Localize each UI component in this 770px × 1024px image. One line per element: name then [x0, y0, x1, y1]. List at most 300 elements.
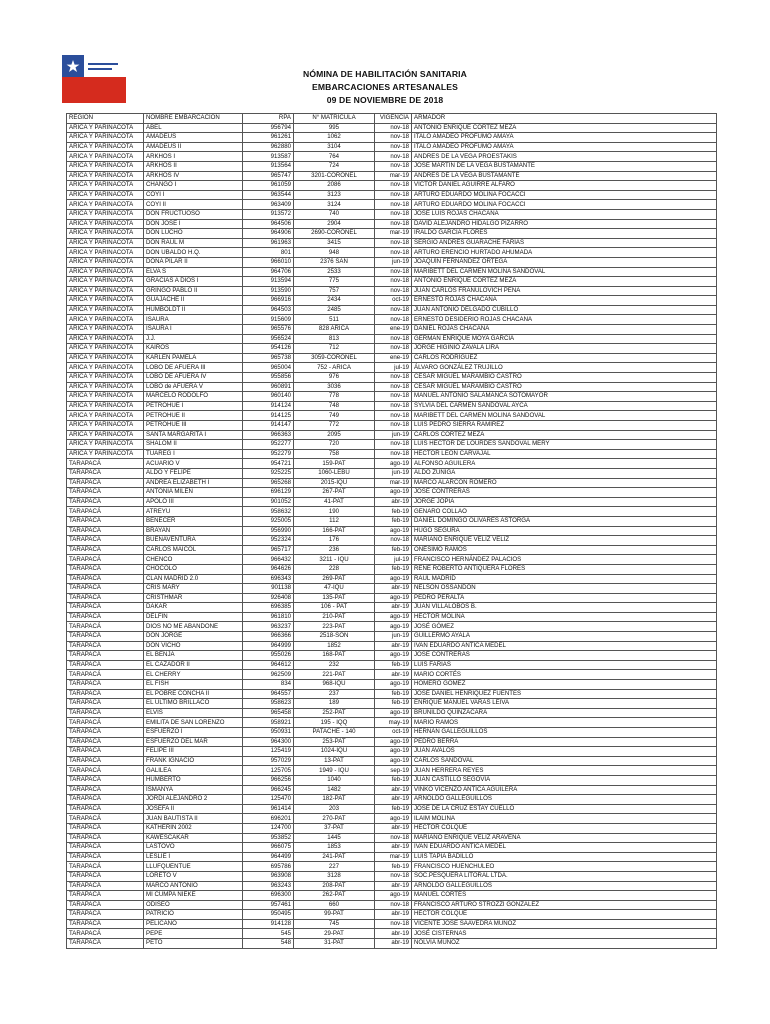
- table-row: [67, 708, 717, 718]
- table-row: [67, 795, 717, 805]
- table-row: [67, 382, 717, 392]
- cell-validity: ago-19: [375, 737, 412, 747]
- column-header-region: REGIÓN: [67, 114, 144, 124]
- cell-rpa: 966075: [243, 843, 294, 853]
- table-row: [67, 526, 717, 536]
- cell-owner: ONÉSIMO RAMOS: [412, 545, 717, 555]
- cell-region: TARAPACÁ: [67, 632, 144, 642]
- cell-owner: FRANCISCO HUENCHULEO: [412, 862, 717, 872]
- cell-validity: abr-19: [375, 641, 412, 651]
- cell-registration-number: 2376 SAN: [294, 257, 375, 267]
- cell-region: ARICA Y PARINACOTA: [67, 305, 144, 315]
- cell-owner: CARLOS RODRÍGUEZ: [412, 353, 717, 363]
- cell-rpa: 964612: [243, 660, 294, 670]
- cell-vessel-name: KAWESCAKAR: [144, 833, 243, 843]
- cell-vessel-name: EL BENJA: [144, 651, 243, 661]
- cell-owner: JOSE DE LA CRUZ ESTAY CUELLO: [412, 804, 717, 814]
- table-row: [67, 468, 717, 478]
- cell-owner: LUIS PEDRO SIERRA RAMIREZ: [412, 421, 717, 431]
- table-row: [67, 507, 717, 517]
- cell-rpa: 545: [243, 929, 294, 939]
- cell-owner: HUGO SEGURA: [412, 526, 717, 536]
- cell-validity: abr-19: [375, 603, 412, 613]
- cell-registration-number: 748: [294, 401, 375, 411]
- cell-validity: nov-18: [375, 267, 412, 277]
- cell-rpa: 548: [243, 939, 294, 949]
- table-row: [67, 161, 717, 171]
- cell-registration-number: 166-PAT: [294, 526, 375, 536]
- cell-registration-number: 720: [294, 440, 375, 450]
- document-subtitle: EMBARCACIONES ARTESANALES: [312, 82, 458, 92]
- cell-registration-number: 241-PAT: [294, 852, 375, 862]
- cell-rpa: 955856: [243, 373, 294, 383]
- cell-vessel-name: PETROHUE II: [144, 411, 243, 421]
- cell-owner: MARIBETT DEL CARMEN MOLINA SANDOVAL: [412, 411, 717, 421]
- cell-region: TARAPACÁ: [67, 584, 144, 594]
- table-row: [67, 181, 717, 191]
- cell-owner: HERNÁN GALLEGUILLOS: [412, 728, 717, 738]
- cell-validity: ago-19: [375, 747, 412, 757]
- cell-rpa: 125470: [243, 795, 294, 805]
- cell-validity: abr-19: [375, 910, 412, 920]
- cell-validity: feb-19: [375, 862, 412, 872]
- cell-region: TARAPACÁ: [67, 919, 144, 929]
- cell-rpa: 964506: [243, 219, 294, 229]
- table-row: [67, 334, 717, 344]
- cell-registration-number: 1949 - IQU: [294, 766, 375, 776]
- cell-region: TARAPACÁ: [67, 516, 144, 526]
- cell-rpa: 950495: [243, 910, 294, 920]
- cell-rpa: 963908: [243, 871, 294, 881]
- cell-owner: RAÚL MADRID: [412, 574, 717, 584]
- cell-registration-number: 1852: [294, 641, 375, 651]
- cell-rpa: 125419: [243, 747, 294, 757]
- cell-validity: nov-18: [375, 248, 412, 258]
- cell-rpa: 696300: [243, 891, 294, 901]
- cell-region: TARAPACÁ: [67, 699, 144, 709]
- cell-rpa: 964503: [243, 305, 294, 315]
- cell-region: TARAPACÁ: [67, 651, 144, 661]
- cell-registration-number: 752 - ARICA: [294, 363, 375, 373]
- cell-vessel-name: DON JORGE: [144, 632, 243, 642]
- cell-region: TARAPACÁ: [67, 823, 144, 833]
- cell-vessel-name: PEPE: [144, 929, 243, 939]
- cell-validity: ago-19: [375, 459, 412, 469]
- cell-validity: nov-18: [375, 449, 412, 459]
- cell-rpa: 965458: [243, 708, 294, 718]
- cell-registration-number: 749: [294, 411, 375, 421]
- cell-region: ARICA Y PARINACOTA: [67, 373, 144, 383]
- cell-validity: abr-19: [375, 881, 412, 891]
- cell-validity: mar-19: [375, 852, 412, 862]
- cell-registration-number: 203: [294, 804, 375, 814]
- cell-region: TARAPACÁ: [67, 593, 144, 603]
- cell-validity: feb-19: [375, 660, 412, 670]
- cell-registration-number: 511: [294, 315, 375, 325]
- cell-owner: SOC.PESQUERA LITORAL LTDA.: [412, 871, 717, 881]
- cell-rpa: 952279: [243, 449, 294, 459]
- cell-registration-number: 2518-SON: [294, 632, 375, 642]
- cell-rpa: 965738: [243, 353, 294, 363]
- cell-vessel-name: CRISTHMAR: [144, 593, 243, 603]
- cell-vessel-name: ELVA S: [144, 267, 243, 277]
- cell-rpa: 961261: [243, 133, 294, 143]
- cell-region: TARAPACÁ: [67, 756, 144, 766]
- cell-registration-number: 190: [294, 507, 375, 517]
- cell-registration-number: 976: [294, 373, 375, 383]
- cell-registration-number: 2086: [294, 181, 375, 191]
- cell-rpa: 952324: [243, 536, 294, 546]
- cell-owner: MARIO CORTÉS: [412, 670, 717, 680]
- cell-registration-number: 2533: [294, 267, 375, 277]
- table-row: [67, 775, 717, 785]
- cell-owner: ITALO AMADEO PROFUMO AMAYA: [412, 142, 717, 152]
- cell-vessel-name: ISAURA: [144, 315, 243, 325]
- cell-registration-number: 252-PAT: [294, 708, 375, 718]
- table-row: [67, 670, 717, 680]
- table-row: [67, 718, 717, 728]
- cell-region: ARICA Y PARINACOTA: [67, 277, 144, 287]
- cell-owner: GERMAN ENRIQUE MOYA GARCIA: [412, 334, 717, 344]
- table-row: [67, 440, 717, 450]
- cell-vessel-name: ESFUERZO I: [144, 728, 243, 738]
- cell-region: TARAPACÁ: [67, 871, 144, 881]
- cell-region: TARAPACÁ: [67, 785, 144, 795]
- cell-vessel-name: ARKHOS I: [144, 152, 243, 162]
- cell-vessel-name: LOBO de AFUERA V: [144, 382, 243, 392]
- cell-registration-number: 2095: [294, 430, 375, 440]
- table-row: [67, 209, 717, 219]
- cell-owner: CARLOS CORTEZ MEZA: [412, 430, 717, 440]
- table-row: [67, 622, 717, 632]
- cell-owner: NOLVIA MUÑOZ: [412, 939, 717, 949]
- table-row: [67, 277, 717, 287]
- cell-validity: nov-18: [375, 373, 412, 383]
- cell-region: ARICA Y PARINACOTA: [67, 123, 144, 133]
- table-row: [67, 229, 717, 239]
- cell-region: TARAPACÁ: [67, 478, 144, 488]
- cell-vessel-name: SHALOM II: [144, 440, 243, 450]
- cell-rpa: 695786: [243, 862, 294, 872]
- cell-validity: nov-18: [375, 382, 412, 392]
- cell-vessel-name: CRIS MARY: [144, 584, 243, 594]
- cell-rpa: 966366: [243, 632, 294, 642]
- cell-vessel-name: APOLO III: [144, 497, 243, 507]
- table-body: [67, 123, 717, 948]
- cell-validity: nov-18: [375, 277, 412, 287]
- document-title: NÓMINA DE HABILITACIÓN SANITARIA: [303, 69, 467, 79]
- cell-registration-number: 2015-IQU: [294, 478, 375, 488]
- cell-vessel-name: MI CUMPA NIEKE: [144, 891, 243, 901]
- table-row: [67, 689, 717, 699]
- cell-validity: jun-19: [375, 257, 412, 267]
- cell-rpa: 966363: [243, 430, 294, 440]
- cell-region: ARICA Y PARINACOTA: [67, 392, 144, 402]
- cell-validity: ago-19: [375, 574, 412, 584]
- cell-owner: JOSE MARTIN DE LA VEGA BUSTAMANTE: [412, 161, 717, 171]
- cell-owner: IRALDO GARCIA FLORES: [412, 229, 717, 239]
- table-row: [67, 353, 717, 363]
- cell-rpa: 961059: [243, 181, 294, 191]
- cell-validity: oct-19: [375, 728, 412, 738]
- cell-vessel-name: ESFUERZO DEL MAR: [144, 737, 243, 747]
- cell-validity: nov-18: [375, 286, 412, 296]
- cell-owner: JUAN AVALOS: [412, 747, 717, 757]
- cell-registration-number: 3415: [294, 238, 375, 248]
- table-row: [67, 267, 717, 277]
- cell-vessel-name: CLAN MADRID 2.0: [144, 574, 243, 584]
- table-row: [67, 574, 717, 584]
- cell-registration-number: 195 - IQQ: [294, 718, 375, 728]
- column-header-owner: ARMADOR: [412, 114, 717, 124]
- cell-rpa: 962509: [243, 670, 294, 680]
- cell-registration-number: 1482: [294, 785, 375, 795]
- cell-rpa: 696129: [243, 488, 294, 498]
- cell-registration-number: 189: [294, 699, 375, 709]
- cell-rpa: 914125: [243, 411, 294, 421]
- cell-vessel-name: CARLOS MAICOL: [144, 545, 243, 555]
- table-row: [67, 862, 717, 872]
- cell-validity: ago-19: [375, 708, 412, 718]
- cell-owner: GENARO COLLAO: [412, 507, 717, 517]
- cell-region: TARAPACÁ: [67, 737, 144, 747]
- cell-vessel-name: COYI II: [144, 200, 243, 210]
- cell-owner: ILAIM MOLINA: [412, 814, 717, 824]
- cell-registration-number: 237: [294, 689, 375, 699]
- table-row: [67, 814, 717, 824]
- cell-rpa: 913587: [243, 152, 294, 162]
- cell-rpa: 801: [243, 248, 294, 258]
- cell-validity: nov-18: [375, 142, 412, 152]
- cell-region: ARICA Y PARINACOTA: [67, 190, 144, 200]
- table-row: [67, 823, 717, 833]
- cell-owner: HOMERO GÓMEZ: [412, 680, 717, 690]
- cell-rpa: 834: [243, 680, 294, 690]
- cell-region: TARAPACÁ: [67, 814, 144, 824]
- table-row: [67, 804, 717, 814]
- cell-vessel-name: LOBO DE AFUERA III: [144, 363, 243, 373]
- cell-region: TARAPACÁ: [67, 468, 144, 478]
- cell-validity: nov-18: [375, 401, 412, 411]
- cell-rpa: 961810: [243, 612, 294, 622]
- cell-registration-number: 3128: [294, 871, 375, 881]
- cell-owner: VINKO VICENZO ANTICA AGUILERA: [412, 785, 717, 795]
- cell-owner: IVAN EDUARDO ANTICA MEDEL: [412, 843, 717, 853]
- table-row: [67, 651, 717, 661]
- cell-registration-number: 168-PAT: [294, 651, 375, 661]
- cell-region: TARAPACÁ: [67, 862, 144, 872]
- table-row: [67, 910, 717, 920]
- table-row: [67, 171, 717, 181]
- cell-owner: RENE ROBERTO ANTIQUERA FLORES: [412, 564, 717, 574]
- table-row: [67, 737, 717, 747]
- cell-owner: JOSÉ DANIEL HENRIQUEZ FUENTES: [412, 689, 717, 699]
- cell-registration-number: 1062: [294, 133, 375, 143]
- cell-registration-number: 176: [294, 536, 375, 546]
- cell-owner: MARCO ALARCON ROMERO: [412, 478, 717, 488]
- cell-vessel-name: FRANK IGNACIO: [144, 756, 243, 766]
- cell-owner: CARLOS SANDOVAL: [412, 756, 717, 766]
- cell-owner: JORGE JOPIA: [412, 497, 717, 507]
- table-row: [67, 929, 717, 939]
- cell-validity: nov-18: [375, 133, 412, 143]
- table-row: [67, 488, 717, 498]
- cell-registration-number: 740: [294, 209, 375, 219]
- cell-validity: feb-19: [375, 545, 412, 555]
- cell-vessel-name: ISAURA I: [144, 325, 243, 335]
- cell-region: ARICA Y PARINACOTA: [67, 353, 144, 363]
- cell-registration-number: 221-PAT: [294, 670, 375, 680]
- cell-owner: JOSE CONTRERAS: [412, 488, 717, 498]
- table-row: [67, 728, 717, 738]
- cell-registration-number: 227: [294, 862, 375, 872]
- cell-vessel-name: GUAJACHE II: [144, 296, 243, 306]
- cell-validity: nov-18: [375, 181, 412, 191]
- cell-validity: feb-19: [375, 804, 412, 814]
- cell-owner: ALFONSO AGUILERA: [412, 459, 717, 469]
- cell-validity: abr-19: [375, 670, 412, 680]
- cell-owner: JUAN CASTILLO SEGOVIA: [412, 775, 717, 785]
- cell-region: ARICA Y PARINACOTA: [67, 315, 144, 325]
- cell-region: TARAPACÁ: [67, 574, 144, 584]
- cell-owner: ÁLVARO GONZÁLEZ TRUJILLO: [412, 363, 717, 373]
- table-row: [67, 315, 717, 325]
- cell-vessel-name: DOÑA PILAR II: [144, 257, 243, 267]
- cell-rpa: 696343: [243, 574, 294, 584]
- cell-rpa: 696385: [243, 603, 294, 613]
- cell-vessel-name: BUENAVENTURA: [144, 536, 243, 546]
- column-header-validity: VIGENCIA: [375, 114, 412, 124]
- cell-owner: MARIANO ENRIQUE VELIZ ARAVENA: [412, 833, 717, 843]
- cell-region: TARAPACÁ: [67, 881, 144, 891]
- cell-region: TARAPACÁ: [67, 852, 144, 862]
- cell-owner: FRANCISCO HERNÁNDEZ PALACIOS: [412, 555, 717, 565]
- cell-vessel-name: LASTOVO: [144, 843, 243, 853]
- cell-owner: JOSE CONTRERAS: [412, 651, 717, 661]
- cell-validity: nov-18: [375, 344, 412, 354]
- cell-vessel-name: COYI I: [144, 190, 243, 200]
- cell-owner: DAVID ALEJANDRO HIDALGO PIZARRO: [412, 219, 717, 229]
- cell-validity: jul-19: [375, 363, 412, 373]
- cell-owner: ARTURO ERENCIO HURTADO AHUMADA: [412, 248, 717, 258]
- cell-vessel-name: ACUARIO V: [144, 459, 243, 469]
- cell-owner: CESAR MIGUEL MARAMBIO CASTRO: [412, 373, 717, 383]
- cell-vessel-name: KARLEN PAMELA: [144, 353, 243, 363]
- cell-region: ARICA Y PARINACOTA: [67, 421, 144, 431]
- cell-rpa: 961414: [243, 804, 294, 814]
- table-row: [67, 641, 717, 651]
- cell-owner: SERGIO ANDRES GUARACHE FARIAS: [412, 238, 717, 248]
- cell-rpa: 914147: [243, 421, 294, 431]
- cell-region: ARICA Y PARINACOTA: [67, 363, 144, 373]
- cell-registration-number: 968-IQU: [294, 680, 375, 690]
- cell-registration-number: 948: [294, 248, 375, 258]
- cell-vessel-name: PELICANO: [144, 919, 243, 929]
- table-row: [67, 939, 717, 949]
- cell-vessel-name: LESLIE I: [144, 852, 243, 862]
- table-row: [67, 200, 717, 210]
- column-header-vessel-name: NOMBRE EMBARCACIÓN: [144, 114, 243, 124]
- cell-validity: nov-18: [375, 305, 412, 315]
- cell-rpa: 124700: [243, 823, 294, 833]
- cell-region: TARAPACÁ: [67, 939, 144, 949]
- cell-region: ARICA Y PARINACOTA: [67, 209, 144, 219]
- table-row: [67, 900, 717, 910]
- cell-vessel-name: JUAN BAUTISTA II: [144, 814, 243, 824]
- cell-registration-number: 660: [294, 900, 375, 910]
- table-row: [67, 392, 717, 402]
- cell-rpa: 963243: [243, 881, 294, 891]
- cell-vessel-name: GALILEA: [144, 766, 243, 776]
- cell-owner: ARNOLDO GALLEGUILLOS: [412, 795, 717, 805]
- cell-validity: abr-19: [375, 785, 412, 795]
- cell-rpa: 957461: [243, 900, 294, 910]
- cell-region: ARICA Y PARINACOTA: [67, 344, 144, 354]
- cell-rpa: 958632: [243, 507, 294, 517]
- table-row: [67, 190, 717, 200]
- cell-vessel-name: PETROHUE I: [144, 401, 243, 411]
- cell-registration-number: 1445: [294, 833, 375, 843]
- cell-validity: nov-18: [375, 334, 412, 344]
- logo-text-line-1: [88, 63, 118, 65]
- cell-registration-number: 1853: [294, 843, 375, 853]
- cell-rpa: 913590: [243, 286, 294, 296]
- cell-region: TARAPACÁ: [67, 833, 144, 843]
- cell-region: TARAPACÁ: [67, 488, 144, 498]
- cell-rpa: 964906: [243, 229, 294, 239]
- cell-region: TARAPACÁ: [67, 555, 144, 565]
- cell-registration-number: 270-PAT: [294, 814, 375, 824]
- cell-vessel-name: LORETO V: [144, 871, 243, 881]
- cell-owner: HÉCTOR COLQUE: [412, 910, 717, 920]
- table-row: [67, 516, 717, 526]
- cell-vessel-name: KATHERIN 2002: [144, 823, 243, 833]
- table-row: [67, 852, 717, 862]
- cell-vessel-name: ALDO Y FELIPE: [144, 468, 243, 478]
- table-row: [67, 459, 717, 469]
- cell-validity: ago-19: [375, 612, 412, 622]
- cell-rpa: 956794: [243, 123, 294, 133]
- cell-vessel-name: ELVIS: [144, 708, 243, 718]
- cell-region: TARAPACÁ: [67, 747, 144, 757]
- cell-owner: ERNESTO ROJAS CHACANA: [412, 296, 717, 306]
- cell-registration-number: 41-PAT: [294, 497, 375, 507]
- table-row: [67, 785, 717, 795]
- cell-rpa: 696201: [243, 814, 294, 824]
- cell-owner: ANDRES DE LA VEGA PROESTAKIS: [412, 152, 717, 162]
- cell-vessel-name: LLUFQUENTUE: [144, 862, 243, 872]
- cell-owner: LUIS HECTOR DE LOURDES SANDOVAL MERY: [412, 440, 717, 450]
- cell-rpa: 952277: [243, 440, 294, 450]
- cell-vessel-name: DELFIN: [144, 612, 243, 622]
- cell-registration-number: 1060-LEBU: [294, 468, 375, 478]
- cell-owner: ARTURO EDUARDO MOLINA FOCACCI: [412, 190, 717, 200]
- cell-vessel-name: DIOS NO ME ABANDONE: [144, 622, 243, 632]
- cell-registration-number: 757: [294, 286, 375, 296]
- cell-validity: nov-18: [375, 219, 412, 229]
- cell-validity: ene-19: [375, 353, 412, 363]
- cell-region: ARICA Y PARINACOTA: [67, 449, 144, 459]
- table-row: [67, 286, 717, 296]
- cell-registration-number: 37-PAT: [294, 823, 375, 833]
- cell-validity: feb-19: [375, 775, 412, 785]
- cell-vessel-name: DON FRUCTUOSO: [144, 209, 243, 219]
- cell-validity: abr-19: [375, 497, 412, 507]
- cell-rpa: 901052: [243, 497, 294, 507]
- cell-rpa: 962880: [243, 142, 294, 152]
- cell-registration-number: 3201-CORONEL: [294, 171, 375, 181]
- cell-validity: feb-19: [375, 564, 412, 574]
